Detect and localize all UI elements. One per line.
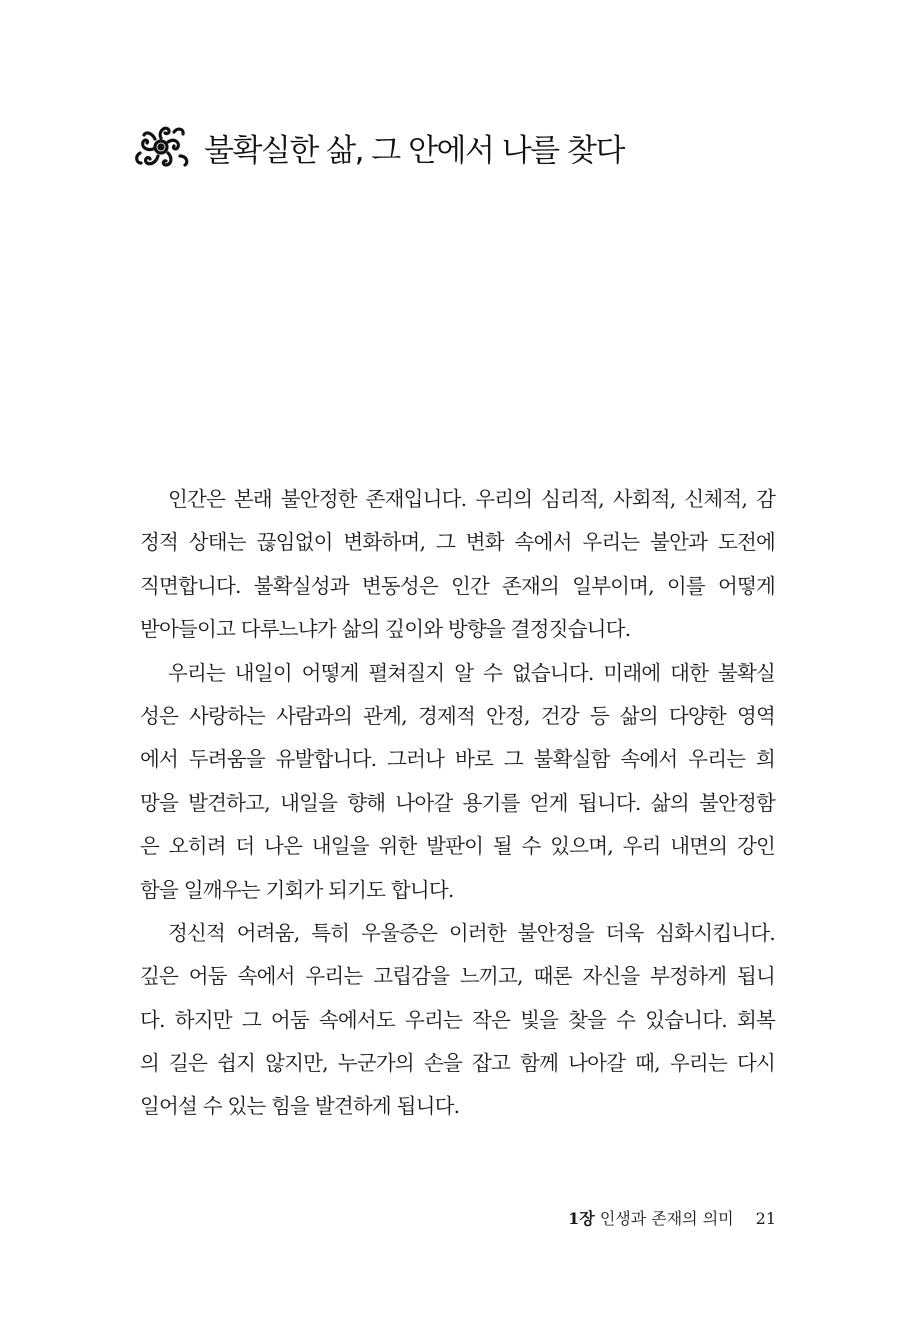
page-number: 21 xyxy=(755,1209,776,1228)
text-line: 받아들이고 다루느냐가 삶의 깊이와 방향을 결정짓습니다. xyxy=(140,617,631,642)
text-line: 망을 발견하고, 내일을 향해 나아갈 용기를 얻게 됩니다. 삶의 불안정함 xyxy=(140,790,775,815)
text-line: 은 오히려 더 나은 내일을 위한 발판이 될 수 있으며, 우리 내면의 강인 xyxy=(140,834,775,859)
text-line: 직면합니다. 불확실성과 변동성은 인간 존재의 일부이며, 이를 어떻게 xyxy=(140,573,775,598)
text-line: 인간은 본래 불안정한 존재입니다. 우리의 심리적, 사회적, 신체적, 감 xyxy=(168,487,775,511)
text-line: 의 길은 쉽지 않지만, 누군가의 손을 잡고 함께 나아갈 때, 우리는 다시 xyxy=(140,1051,775,1076)
chapter-title: 인생과 존재의 의미 xyxy=(599,1209,734,1228)
paragraph xyxy=(140,652,775,912)
paragraph xyxy=(140,912,775,1129)
text-line: 함을 일깨우는 기회가 되기도 합니다. xyxy=(140,877,454,902)
text-line: 에서 두려움을 유발합니다. 그러나 바로 그 불확실함 속에서 우리는 희 xyxy=(140,747,775,772)
swirl-ornament-icon xyxy=(128,118,194,176)
chapter-label xyxy=(568,1206,734,1229)
text-line: 정적 상태는 끊임없이 변화하며, 그 변화 속에서 우리는 불안과 도전에 xyxy=(140,530,775,555)
text-line: 다. 하지만 그 어둠 속에서도 우리는 작은 빛을 찾을 수 있습니다. 회복 xyxy=(140,1007,775,1032)
section-heading xyxy=(128,118,624,176)
body-text xyxy=(140,478,775,1129)
text-line: 일어설 수 있는 힘을 발견하게 됩니다. xyxy=(140,1094,460,1119)
text-line: 우리는 내일이 어떻게 펼쳐질지 알 수 없습니다. 미래에 대한 불확실 xyxy=(168,660,775,685)
text-line: 정신적 어려움, 특히 우울증은 이러한 불안정을 더욱 심화시킵니다. xyxy=(168,920,775,945)
text-line: 깊은 어둠 속에서 우리는 고립감을 느끼고, 때론 자신을 부정하게 됩니 xyxy=(140,964,775,989)
section-title: 불확실한 삶, 그 안에서 나를 찾다 xyxy=(204,132,624,169)
text-line: 성은 사랑하는 사람과의 관계, 경제적 안정, 건강 등 삶의 다양한 영역 xyxy=(140,703,775,728)
running-footer xyxy=(568,1206,776,1229)
chapter-number: 1장 xyxy=(568,1209,595,1228)
paragraph xyxy=(140,478,775,652)
